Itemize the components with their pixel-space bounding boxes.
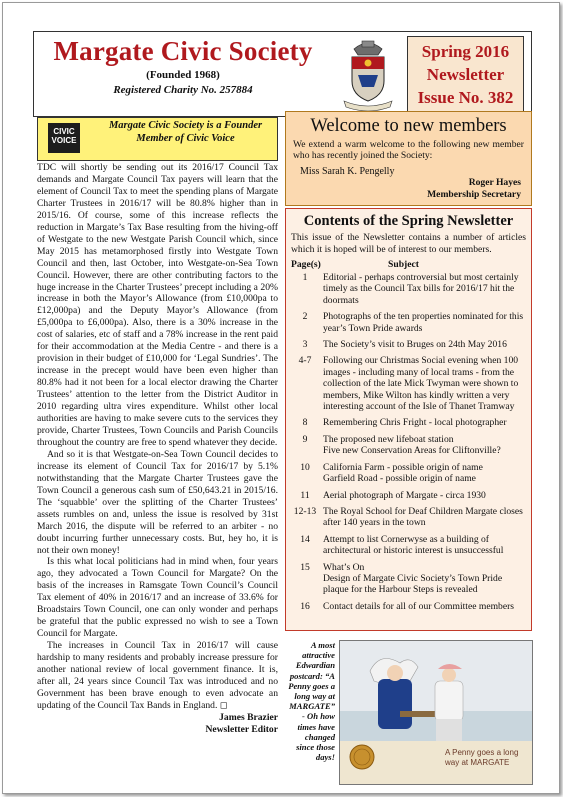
contents-row xyxy=(286,490,531,501)
contents-page-number: 2 xyxy=(302,311,308,323)
contents-subject: What’s On Design of Margate Civic Society’s Town Pride plaque for the Harbour Steps is revealed xyxy=(323,561,503,596)
contents-page-number: 8 xyxy=(302,417,308,429)
contents-page-number: 12-13 xyxy=(293,505,317,517)
welcome-signer: Roger Hayes xyxy=(468,177,521,188)
welcome-intro: We extend a warm welcome to the following new member who has recently joined the Society: xyxy=(293,139,524,161)
contents-subject: The proposed new lifeboat station Five new Conservation Areas for Cliftonville? xyxy=(323,433,501,457)
contents-subject: Remembering Chris Fright - local photographer xyxy=(323,417,507,429)
civic-voice-banner xyxy=(37,117,278,161)
contents-row xyxy=(286,417,531,428)
welcome-box xyxy=(285,111,532,206)
article-paragraph: And so it is that Westgate-on-Sea Town Council decides to increase its element of Council Tax for 2016/17 by 5.1% notwithstanding that the Margate Charter Trustees gave the Town Council a generous cash sum of £50,643.21 in 2015/16. The ‘squabble’ over the splitting of the Charter Trustees’ assets rumbles on and, unless the issue is resolved by 31st March 2016, the dispute will be referred to an arbiter - no doubt incurring further unnecessary costs. But, hey ho, it is not their own money! xyxy=(37,448,278,556)
contents-page-number: 9 xyxy=(302,433,308,445)
contents-row xyxy=(286,462,531,485)
contents-subject: Photographs of the ten properties nominated for this year’s Town Pride awards xyxy=(323,311,524,334)
new-member-name: Miss Sarah K. Pengelly xyxy=(300,166,395,177)
contents-header-row xyxy=(286,255,531,272)
masthead xyxy=(33,31,532,117)
contents-row xyxy=(286,534,531,557)
editorial-article xyxy=(37,162,278,736)
founded-line: (Founded 1968) xyxy=(146,69,220,81)
article-paragraph: The increases in Council Tax in 2016/17 will cause hardship to many residents and probably increase pressure for another national review of local government finance. It is, after all, 24 years since Council Tax was introduced and no Government has been brave enough to even advocate an updating of the Council Tax Bands in England. ◻ xyxy=(37,640,278,711)
contents-page-number: 10 xyxy=(300,461,310,473)
civic-voice-logo xyxy=(48,123,80,153)
contents-row xyxy=(286,355,531,412)
contents-subject: The Society’s visit to Bruges on 24th May 2016 xyxy=(323,339,507,351)
edwardian-postcard-image xyxy=(339,640,533,785)
contents-box xyxy=(285,208,532,631)
contents-subject: Following our Christmas Social evening when 100 images - including many of local trams - from the collection of the late Mick Twyman were shown to members, Mike Wilton has kindly written a very interesting account of the Isle of Thanet Tramway xyxy=(323,355,519,413)
contents-row xyxy=(286,601,531,612)
contents-intro: This issue of the Newsletter contains a number of articles which it is hoped will be of interest to our members. xyxy=(291,232,526,255)
society-title: Margate Civic Society xyxy=(53,36,313,66)
contents-row xyxy=(286,311,531,334)
contents-list xyxy=(286,272,531,612)
contents-row xyxy=(286,339,531,350)
contents-row xyxy=(286,562,531,596)
contents-row xyxy=(286,434,531,457)
contents-page-number: 4-7 xyxy=(298,355,312,367)
postcard-card-text: A Penny goes a long way at MARGATE xyxy=(445,748,519,767)
welcome-heading: Welcome to new members xyxy=(310,116,507,136)
issue-type: Newsletter xyxy=(426,65,505,84)
postcard-caption: A most attractive Edwardian postcard: “A Penny goes a long way at MARGATE” - Oh how times have changed since those days! xyxy=(288,640,335,763)
charity-number: Registered Charity No. 257884 xyxy=(113,84,253,96)
contents-page-number: 14 xyxy=(300,533,310,545)
contents-row xyxy=(286,272,531,306)
civic-voice-text: Margate Civic Society is a Founder Member of Civic Voice xyxy=(108,120,263,144)
civic-voice-logo-line2: VOICE xyxy=(51,136,77,145)
article-paragraph: TDC will shortly be sending out its 2016/17 Council Tax demands and Margate Council Tax payers will learn that the element of Council Tax to meet the spending plans of Margate Charter Trustees in 2016/17 will be 80.8% higher than in 2015/16. Of course, some of this increase reflects the reduction in Margate’s Tax Base resulting from the hiving-off of Westgate to the new Westgate Parish Council which, since May 2015 has metamorphosed firstly into Westgate Town Council and then, last October, into Westgate-on-Sea Town Council. However, there are other contributing factors to the huge increase in the Charter Trustees’ precept including a 20% increase in both the Mayor’s Allowance (from £10,000pa to £12,000pa) and the Deputy Mayor’s Allowance (from £5,000pa to £6,000pa). Also, there is a 30% increase in the cost of salaries, etc of staff and a 78% increase in the rent paid for their accommodation at the Media Centre - and there is a provision in their budget of £10,000 for ‘Legal Sundries’. The increase in the precept would have been even higher than 80.8% had it not been for a local elector drawing the Charter Trustees’ attention to the letter from the District Auditor in 2010 regarding ultra vires expenditure. Whilst other local authorities are having to make severe cuts to the services they provide, Charter Trustees, Town Councils and Parish Councils throughout the country are free to spend whatever they decide. xyxy=(37,162,278,448)
contents-page-number: 3 xyxy=(302,339,308,351)
issue-number: Issue No. 382 xyxy=(417,88,514,107)
contents-subject: Contact details for all of our Committee members xyxy=(323,600,515,612)
issue-season: Spring 2016 xyxy=(421,42,510,61)
contents-subject: California Farm - possible origin of name Garfield Road - possible origin of name xyxy=(323,461,483,485)
contents-page-number: 15 xyxy=(300,561,310,573)
subject-column-header: Subject xyxy=(388,259,419,270)
contents-subject: Editorial - perhaps controversial but most certainly timely as the Council Tax bills for 2016/17 hit the doormats xyxy=(323,272,519,306)
author-name: James Brazier xyxy=(219,711,278,723)
contents-page-number: 1 xyxy=(302,272,308,283)
contents-heading: Contents of the Spring Newsletter xyxy=(303,213,514,229)
coat-of-arms-icon xyxy=(340,35,396,111)
issue-box xyxy=(407,36,524,112)
civic-voice-logo-line1: CIVIC xyxy=(53,127,75,136)
title-block xyxy=(34,32,332,116)
contents-page-number: 11 xyxy=(300,489,310,501)
contents-row xyxy=(286,506,531,529)
author-role: Newsletter Editor xyxy=(205,723,278,735)
contents-subject: Aerial photograph of Margate - circa 1930 xyxy=(323,489,486,501)
contents-subject: The Royal School for Deaf Children Margate closes after 140 years in the town xyxy=(323,505,523,529)
article-paragraph: Is this what local politicians had in mind when, four years ago, they advocated a Town Council for Margate? On the basis of the increases in Ramsgate Town Council’s Council Tax element of 40% in 2016/17 and an increase of 33.6% for Broadstairs Town Council, one can only wonder and perhaps be grateful that the public expressed no wish to see a Town Council for Margate. xyxy=(37,556,278,640)
contents-subject: Attempt to list Cornerwyse as a building of architectural or historic interest is unsuccessful xyxy=(323,533,504,557)
welcome-signer-role: Membership Secretary xyxy=(427,189,521,200)
contents-page-number: 16 xyxy=(300,600,310,612)
page-column-header: Page(s) xyxy=(291,259,321,270)
